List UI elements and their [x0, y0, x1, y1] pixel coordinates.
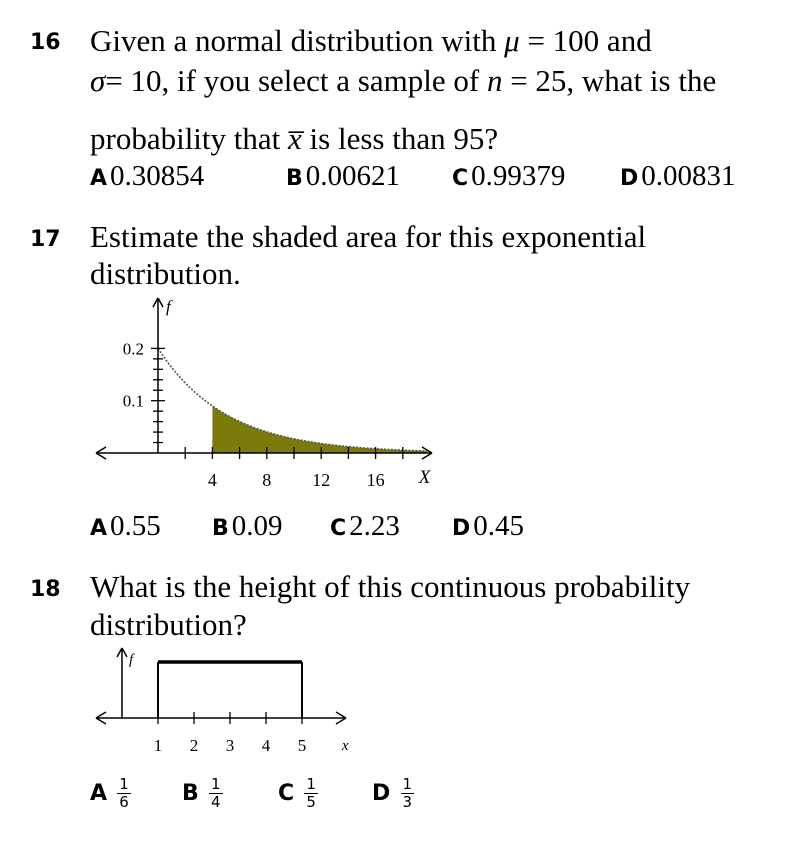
q17-option-b[interactable]: B 0.09: [212, 510, 283, 542]
q16-text-b: = 10, if you select a sample of: [105, 63, 487, 98]
uniform-graph: [80, 640, 380, 760]
y-axis-label: f: [166, 297, 171, 316]
q18-line-2: distribution?: [90, 607, 247, 642]
n-symbol: n: [486, 63, 503, 98]
xbar-symbol: x̅: [288, 121, 302, 156]
x-tick-label: 3: [225, 736, 235, 755]
q17-option-a[interactable]: A 0.55: [90, 510, 161, 542]
q16-option-b[interactable]: B 0.00621: [286, 160, 401, 192]
q17-line-1: Estimate the shaded area for this exponential: [90, 219, 647, 254]
q16-line-2: [90, 62, 716, 100]
q16-text-a: Given a normal distribution with: [90, 23, 505, 58]
q16-text-c: = 25, what is the: [502, 63, 717, 98]
y-axis-label: f: [129, 652, 134, 668]
q17-options: [90, 510, 690, 546]
q18-option-b[interactable]: B $\frac{1}{4}$: [182, 774, 221, 811]
mu-symbol: μ: [504, 23, 520, 58]
question-number-16: 16: [30, 30, 61, 55]
q16-options: [90, 160, 790, 196]
x-axis-label: X: [418, 467, 431, 488]
q18-options: [90, 775, 490, 825]
x-tick-label: 5: [297, 736, 307, 755]
x-tick-label: 16: [366, 470, 385, 490]
q18-option-a[interactable]: A $\frac{1}{6}$: [90, 774, 129, 811]
q18-option-d[interactable]: D $\frac{1}{3}$: [372, 774, 413, 811]
fraction: $\frac{1}{5}$: [306, 774, 316, 811]
shaded-area: [212, 406, 427, 453]
x-tick-label: 4: [261, 736, 271, 755]
exponential-graph: [80, 290, 450, 500]
x-tick-label: 12: [312, 470, 331, 490]
y-tick-label: 0.2: [122, 339, 144, 359]
fraction: $\frac{1}{4}$: [211, 774, 221, 811]
q16-option-c[interactable]: C 0.99379: [452, 160, 566, 192]
question-number-18: 18: [30, 577, 61, 602]
q16-option-a[interactable]: A 0.30854: [90, 160, 205, 192]
x-axis-label: x: [341, 738, 349, 754]
question-number-17: 17: [30, 227, 61, 252]
fraction: $\frac{1}{3}$: [402, 774, 413, 811]
sigma-symbol: σ: [90, 63, 106, 98]
y-tick-label: 0.1: [122, 391, 144, 411]
x-tick-label: 4: [207, 470, 217, 490]
q16-text-d: probability that: [90, 121, 289, 156]
q16-mu-value: = 100 and: [519, 23, 652, 58]
x-tick-label: 2: [189, 736, 199, 755]
q16-option-d[interactable]: D 0.00831: [620, 160, 736, 192]
q17-line-2: distribution.: [90, 256, 241, 291]
q18-line-1: What is the height of this continuous probability: [90, 569, 691, 604]
q16-text-e: is less than 95?: [301, 121, 499, 156]
x-tick-label: 1: [153, 736, 163, 755]
density-curve: [158, 348, 427, 451]
x-tick-label: 8: [262, 470, 272, 490]
q18-option-c[interactable]: C $\frac{1}{5}$: [278, 774, 316, 811]
q17-option-d[interactable]: D 0.45: [452, 510, 525, 542]
fraction: $\frac{1}{6}$: [119, 774, 129, 811]
q17-option-c[interactable]: C 2.23: [330, 510, 400, 542]
q16-line-1: [90, 22, 652, 60]
q16-line-3: [90, 120, 498, 158]
